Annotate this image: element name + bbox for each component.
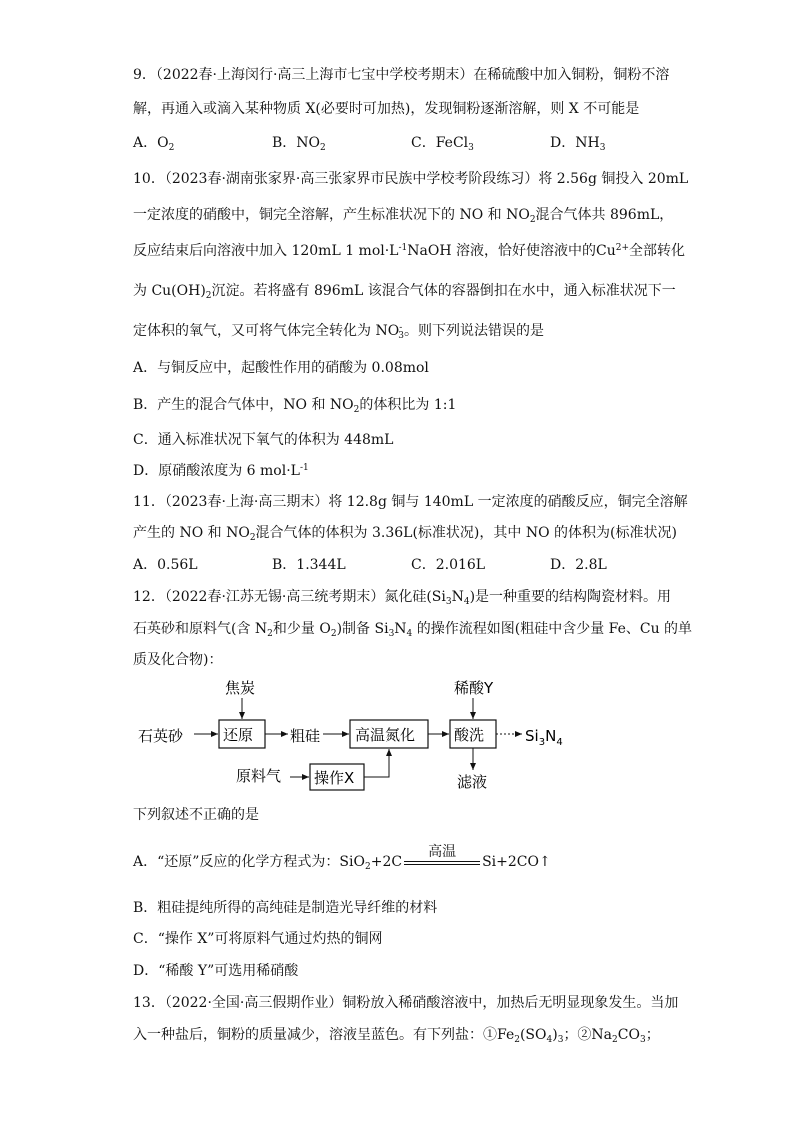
flow-label-yuanliaoqi: 原料气: [236, 767, 282, 785]
q11-option-c: C．2.016L: [411, 557, 486, 573]
q9-option-a: A．$O_2$: [133, 135, 175, 153]
q12-stem-line2: 石英砂和原料气(含 $N_2$和少量 $O_2$)制备 $Si_3N_4$ 的操作流程如图(粗硅中含少量 Fe、Cu 的单: [133, 621, 693, 639]
svg-text:还原: 还原: [223, 726, 254, 744]
q12-flow-diagram: [130, 676, 600, 796]
svg-text:高温氮化: 高温氮化: [355, 726, 416, 744]
flow-label-jiaotan: 焦炭: [225, 679, 256, 697]
q10-stem-line1: 10．（2023春·湖南张家界·高三张家界市民族中学校考阶段练习）将 2.56g 铜投入 20mL: [133, 171, 689, 187]
q10-stem-line3: 反应结束后向溶液中加入 120mL 1 $mol\cdot L^{-1}NaOH$ 溶液，恰好使溶液中的$Cu^{2+}$全部转化: [133, 243, 686, 259]
svg-text:酸洗: 酸洗: [454, 726, 485, 744]
q9-option-c: C．FeCl$_3$: [411, 135, 474, 153]
flow-label-lvye: 滤液: [457, 773, 488, 791]
q10-stem-line4: 为 $Cu(OH)_2$沉淀。若将盛有 896mL 该混合气体的容器倒扣在水中，通入标准状况下一: [133, 283, 676, 301]
q10-option-c: C．通入标准状况下氧气的体积为 448mL: [133, 432, 394, 448]
q10-stem-line2: 一定浓度的硝酸中，铜完全溶解，产生标准状况下的 NO 和 $NO_2$混合气体共 896mL，: [133, 207, 674, 225]
q9-stem-line2: 解，再通入或滴入某种物质 X(必要时可加热)，发现铜粉逐渐溶解，则 X 不可能是: [133, 101, 640, 117]
q11-option-a: A．0.56L: [133, 557, 198, 573]
flow-label-shiyingsha: 石英砂: [138, 727, 184, 745]
q10-option-a: A．与铜反应中，起酸性作用的硝酸为 0.08mol: [133, 360, 429, 376]
q10-option-b: B．产生的混合气体中，NO 和 $NO_2$的体积比为 1:1: [133, 397, 457, 415]
flow-label-cugui: 粗硅: [290, 727, 321, 745]
q12-option-d: D．“稀酸 Y”可选用稀硝酸: [133, 963, 299, 979]
q11-option-b: B．1.344L: [272, 557, 346, 573]
flow-arrow-caozuo: [364, 749, 389, 777]
q12-stem-line1: 12．（2022春·江苏无锡·高三统考期末）氮化硅$(Si_3N_4)$是一种重要的结构陶瓷材料。用: [133, 589, 672, 607]
q12-option-c: C．“操作 X”可将原料气通过灼热的铜网: [133, 931, 383, 947]
q10-stem-line5: 定体积的氧气，又可将气体完全转化为 $NO^-_3$。则下列说法错误的是: [133, 323, 544, 341]
q12-option-b: B．粗硅提纯所得的高纯硅是制造光导纤维的材料: [133, 900, 438, 916]
q11-stem-line1: 11．（2023春·上海·高三期末）将 12.8g 铜与 140mL 一定浓度的硝酸反应，铜完全溶解: [133, 494, 688, 510]
flow-label-xisuan: 稀酸Y: [454, 679, 494, 697]
q9-stem-line1: 9．（2022春·上海闵行·高三上海市七宝中学校考期末）在稀硫酸中加入铜粉，铜粉不溶: [133, 67, 670, 83]
svg-text:操作X: 操作X: [314, 769, 355, 787]
q9-option-d: D．$NH_3$: [550, 135, 606, 153]
q11-option-d: D．2.8L: [550, 557, 607, 573]
q10-option-d: D．原硝酸浓度为 6 $mol\cdot L^{-1}$: [133, 463, 309, 479]
q11-stem-line2: 产生的 NO 和 $NO_2$混合气体的体积为 3.36L(标准状况)，其中 NO 的体积为(标准状况): [133, 525, 677, 543]
flow-label-product: $Si_3N_4$: [525, 727, 563, 748]
q12-option-a: A．“还原”反应的化学方程式为：SiO$_2$+2C 高温 Si+2CO↑: [133, 844, 551, 872]
reaction-condition-arrow: 高温: [402, 853, 482, 871]
q12-stem-line3: 质及化合物)：: [133, 652, 223, 668]
q13-stem-line1: 13．（2022·全国·高三假期作业）铜粉放入稀硝酸溶液中，加热后无明显现象发生。当加: [133, 995, 679, 1011]
q13-stem-line2: 入一种盐后，铜粉的质量减少，溶液呈蓝色。有下列盐：$①Fe_2(SO_4)_3$；$②Na_2CO_3$；: [133, 1027, 660, 1045]
q12-ask: 下列叙述不正确的是: [133, 807, 259, 823]
q9-option-b: B．$NO_2$: [272, 135, 326, 153]
